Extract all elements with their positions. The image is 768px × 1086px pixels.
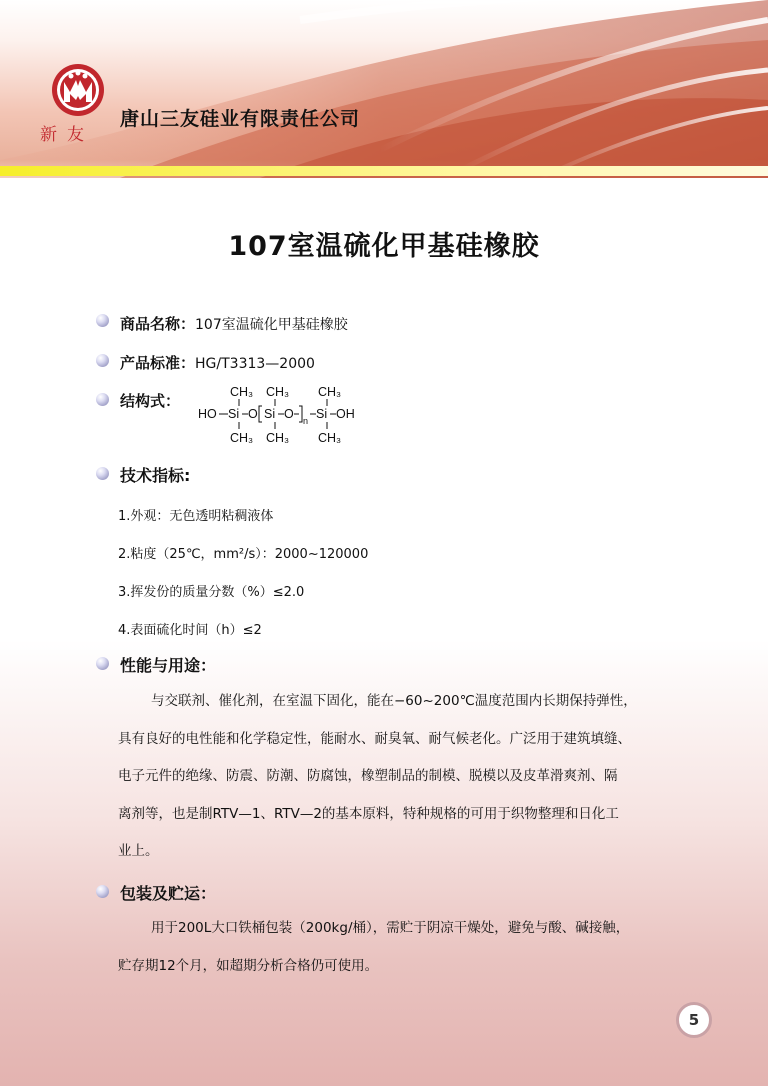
formula-o-2: O	[284, 407, 294, 421]
company-name: 唐山三友硅业有限责任公司	[120, 108, 361, 130]
bullet-icon	[96, 354, 109, 367]
structure-row	[120, 390, 180, 411]
structural-formula	[198, 384, 378, 446]
spec-item: 1.外观：无色透明粘稠液体	[118, 509, 274, 524]
packaging-line: 贮存期12个月，如超期分析合格仍可使用。	[118, 957, 379, 974]
header-banner	[0, 0, 768, 178]
packaging-paragraph	[118, 910, 698, 985]
tech-heading: 技术指标:	[120, 466, 191, 485]
formula-ch3-top-1: CH₃	[230, 385, 254, 399]
bullet-icon	[96, 657, 109, 670]
formula-ch3-bottom-3: CH₃	[318, 431, 342, 445]
product-name-value: 107室温硫化甲基硅橡胶	[195, 317, 348, 333]
decorative-waves	[0, 0, 768, 178]
formula-ch3-bottom-2: CH₃	[266, 431, 290, 445]
formula-ch3-top-2: CH₃	[266, 385, 290, 399]
header-accent-bar	[0, 166, 768, 176]
company-logo-icon	[50, 62, 106, 118]
formula-o-1: O	[248, 407, 258, 421]
product-name-row	[120, 313, 348, 334]
formula-si-3: Si	[316, 407, 328, 421]
formula-si-1: Si	[228, 407, 240, 421]
spec-item: 2.粘度（25℃，mm²/s）：2000~120000	[118, 547, 369, 562]
product-standard-row	[120, 352, 315, 373]
packaging-line: 用于200L大口铁桶包装（200kg/桶），需贮于阴凉干燥处，避免与酸、碱接触，	[151, 920, 630, 936]
bullet-icon	[96, 314, 109, 327]
performance-line: 具有良好的电性能和化学稳定性，能耐水、耐臭氧、耐气候老化。广泛用于建筑填缝、	[118, 730, 631, 747]
performance-line: 电子元件的绝缘、防震、防潮、防腐蚀，橡塑制品的制模、脱模以及皮革滑爽剂、隔	[118, 768, 618, 784]
page-number: 5	[676, 1002, 712, 1038]
packaging-heading: 包装及贮运：	[120, 884, 217, 903]
performance-line: 业上。	[118, 843, 159, 859]
formula-n: n	[303, 416, 309, 426]
spec-item: 4.表面硫化时间（h）≤2	[118, 623, 262, 638]
performance-paragraph	[118, 683, 698, 871]
performance-heading: 性能与用途：	[120, 656, 217, 675]
product-name-label: 商品名称：	[120, 315, 196, 333]
performance-line: 与交联剂、催化剂，在室温下固化，能在−60~200℃温度范围内长期保持弹性，	[151, 693, 637, 709]
spec-item: 3.挥发份的质量分数（%）≤2.0	[118, 585, 305, 600]
structure-label: 结构式：	[120, 392, 181, 410]
formula-ch3-bottom-1: CH₃	[230, 431, 254, 445]
logo-text: 新友	[40, 125, 94, 145]
formula-si-2: Si	[264, 407, 276, 421]
formula-ho: HO	[198, 407, 217, 421]
bullet-icon	[96, 393, 109, 406]
formula-ch3-top-3: CH₃	[318, 385, 342, 399]
document-title: 107室温硫化甲基硅橡胶	[228, 231, 540, 262]
product-standard-label: 产品标准：	[120, 354, 196, 372]
product-standard-value: HG/T3313—2000	[195, 356, 315, 372]
formula-oh: OH	[336, 407, 355, 421]
performance-line: 离剂等，也是制RTV—1、RTV—2的基本原料，特种规格的可用于织物整理和日化工	[118, 805, 619, 822]
bullet-icon	[96, 467, 109, 480]
bullet-icon	[96, 885, 109, 898]
